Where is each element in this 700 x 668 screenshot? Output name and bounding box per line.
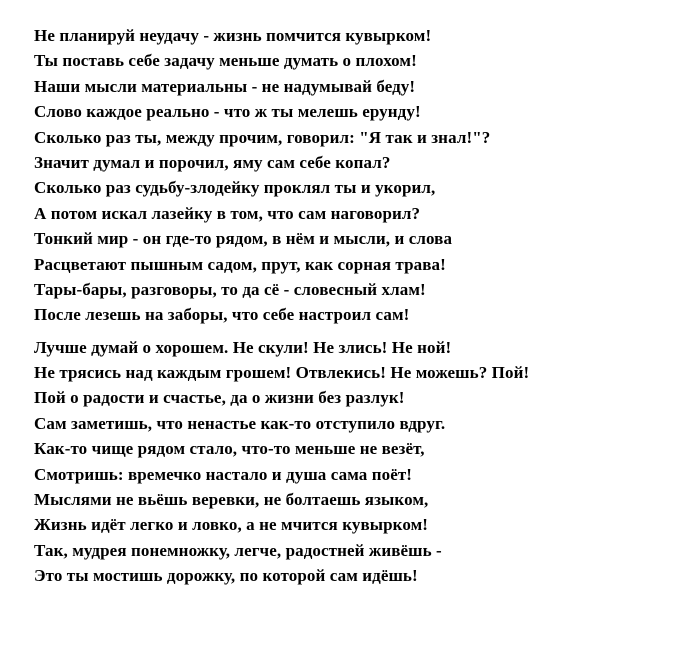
poem-line: Пой о радости и счастье, да о жизни без разлук! xyxy=(34,388,405,408)
poem-line: Сколько раз судьбу-злодейку проклял ты и укорил, xyxy=(34,178,436,198)
poem-line: Так, мудрея понемножку, легче, радостней живёшь - xyxy=(34,540,442,560)
poem-line: Сколько раз ты, между прочим, говорил: "Я так и знал!"? xyxy=(34,127,491,147)
poem-line: Расцветают пышным садом, прут, как сорная трава! xyxy=(34,254,446,274)
poem-line: Ты поставь себе задачу меньше думать о плохом! xyxy=(34,51,417,71)
poem-line: Не планируй неудачу - жизнь помчится кувырком! xyxy=(34,26,432,45)
poem-line: Смотришь: времечко настало и душа сама поёт! xyxy=(34,464,413,484)
poem-line: Слово каждое реально - что ж ты мелешь ерунду! xyxy=(34,102,421,122)
poem-line: Как-то чище рядом стало, что-то меньше не везёт, xyxy=(34,439,425,459)
poem-line: Тары-бары, разговоры, то да сё - словесный хлам! xyxy=(34,279,426,299)
poem-line: Значит думал и порочил, яму сам себе копал? xyxy=(34,152,391,172)
poem-text xyxy=(34,23,696,589)
poem-line: Не трясись над каждым грошем! Отвлекись! Не можешь? Пой! xyxy=(34,363,530,383)
poem-line: После лезешь на заборы, что себе настроил сам! xyxy=(34,305,410,325)
poem-line: Лучше думай о хорошем. Не скули! Не злись! Не ной! xyxy=(34,337,452,357)
stanza-2 xyxy=(34,335,696,589)
stanza-1 xyxy=(34,23,696,328)
poem-line: Сам заметишь, что ненастье как-то отступило вдруг. xyxy=(34,413,446,433)
poem-line: Наши мысли материальны - не надумывай беду! xyxy=(34,76,416,96)
poem-line: Мыслями не вьёшь веревки, не болтаешь языком, xyxy=(34,490,429,510)
poem-line: А потом искал лазейку в том, что сам наговорил? xyxy=(34,203,421,223)
poem-line: Это ты мостишь дорожку, по которой сам идёшь! xyxy=(34,566,418,586)
poem-line: Жизнь идёт легко и ловко, а не мчится кувырком! xyxy=(34,515,429,535)
poem-line: Тонкий мир - он где-то рядом, в нём и мысли, и слова xyxy=(34,229,453,249)
stanza-divider xyxy=(34,328,696,335)
